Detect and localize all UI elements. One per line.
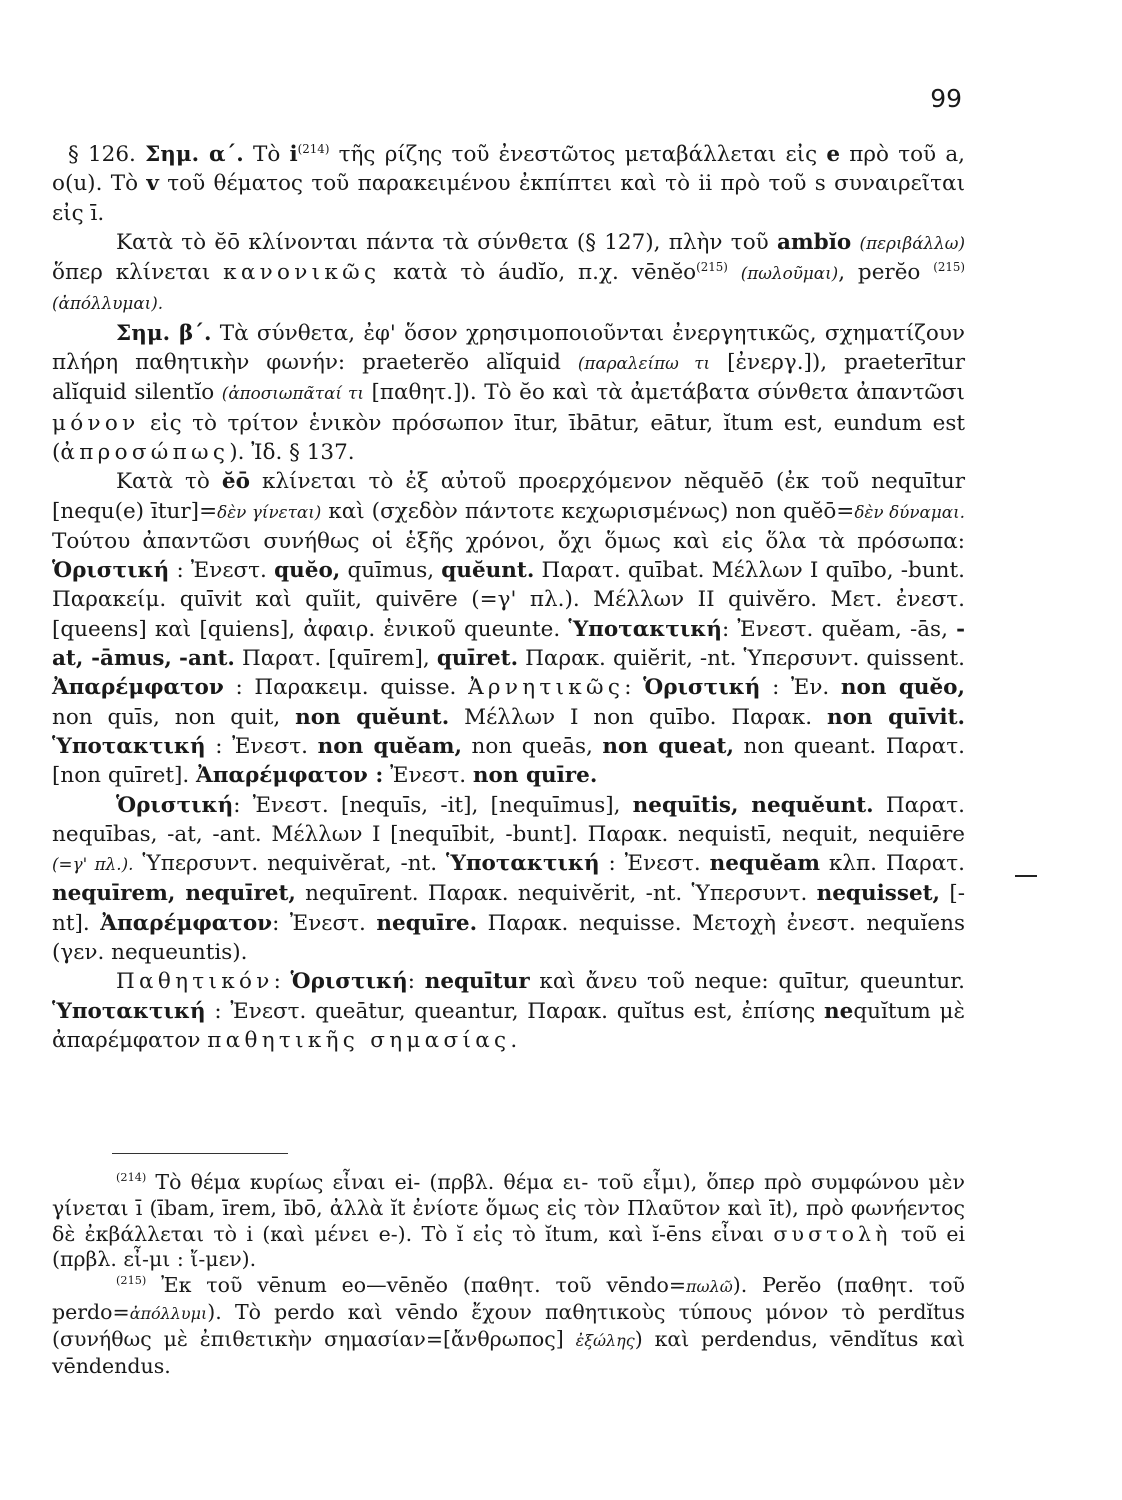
paragraph-1	[52, 140, 965, 228]
text-run: (πωλοῦμαι)	[740, 263, 839, 284]
text-run: Ὑποτακτική	[52, 998, 206, 1024]
text-run: πρὸ τοῦ a, o(u). Τὸ	[52, 142, 965, 197]
text-run: v	[146, 171, 159, 197]
text-run: .	[510, 1027, 518, 1053]
text-run: (214)	[116, 1171, 147, 1185]
text-run: Τὸ θέμα κυρίως εἶναι ei- (πρβλ. θέμα ει- τοῦ εἶμι), ὅπερ πρὸ συμφώνου μὲν γίνεται ī (ībam, īrem, ībō, ἀλλὰ ĭt ἐνίοτε ὅμως εἰς τὸν Πλαῦτον καὶ īt), πρὸ φωνήεντος δὲ ἐκβάλλεται τὸ i (καὶ μένει e-). Τὸ ĭ εἰς τὸ ĭtum, καὶ ĭ-ēns εἶναι	[52, 1170, 965, 1246]
text-run: nequisset,	[816, 881, 941, 907]
text-run: -at, -āmus,	[52, 616, 965, 672]
text-run: Ἐκ τοῦ vēnum eo—vēnĕo (παθητ. τοῦ vēndo=	[146, 1273, 687, 1298]
text-run: non queat,	[602, 733, 734, 759]
text-run: εἰς τὸ τρίτον ἑνικὸν πρόσωπον ītur, ībātur, eātur, ĭtum est, eundum est (	[52, 410, 965, 465]
text-run: : Ἐνεστ. queātur, queantur, Παρακ. quĭtus est, ἐπίσης	[205, 998, 825, 1024]
text-run: Σημ. β΄.	[116, 320, 212, 346]
text-run: [ἐνεργ.]), praeterītur alĭquid silentĭo	[52, 350, 965, 406]
text-run: Τὸ	[243, 142, 290, 167]
text-run: τοῦ θέματος τοῦ παρακειμένου ἐκπίπτει καὶ τὸ ii πρὸ τοῦ s συναιρεῖται εἰς ī.	[52, 171, 966, 226]
text-run: § 126.	[68, 142, 146, 167]
text-run: e	[826, 142, 841, 167]
text-run: μόνον	[52, 410, 140, 436]
text-run: Τούτου ἀπαντῶσι συνήθως οἱ ἑξῆς χρόνοι, ὄχι ὅμως καὶ εἰς ὅλα τὰ πρόσωπα:	[52, 528, 965, 554]
footnotes	[52, 1170, 965, 1379]
text-run: non quīvit.	[826, 704, 965, 730]
text-run: Κατὰ τὸ ĕō κλίνονται πάντα τὰ σύνθετα (§ 127), πλὴν τοῦ	[116, 229, 777, 255]
text-run: nequītur	[424, 969, 530, 995]
text-run: non queās,	[461, 733, 603, 759]
text-run: (214)	[297, 141, 330, 156]
text-run: (περιβάλλω)	[859, 232, 965, 253]
text-run: -ant.	[179, 646, 235, 672]
text-run: Ὑποτακτική	[446, 851, 600, 877]
text-run: Ὁριστική	[116, 792, 234, 818]
body-text	[52, 140, 965, 1055]
text-run: Παρατ. [quīrem],	[234, 646, 437, 672]
text-run: Παρατ. nequības, -at, -ant. Μέλλων I [nequībit, -bunt]. Παρακ. nequistī, nequit, nequiēre	[52, 792, 965, 847]
text-run: non quīs, non quit,	[52, 704, 296, 730]
text-run: κατὰ τὸ áudĭo, π.χ. vēnĕo	[380, 260, 697, 286]
text-run: non quĕunt.	[295, 704, 450, 730]
text-run: Ἐνεστ.	[383, 763, 473, 789]
text-run: ĕō	[221, 469, 250, 495]
text-run: [παθητ.]). Τὸ ĕo καὶ τὰ ἀμετάβατα σύνθετα ἀπαντῶσι	[363, 380, 965, 406]
text-run: ). Ἰδ. § 137.	[229, 439, 355, 465]
text-run: (215)	[116, 1274, 147, 1288]
text-run: δὲν γίνεται)	[217, 501, 322, 522]
text-run: (215)	[933, 260, 965, 275]
text-run: Παρατ. quībat. Μέλλων I quībo, -bunt. Παρακείμ. quīvit καὶ quĭit, quivēre (=γ' πλ.). Μέλλων II quivĕro. Μετ. ἐνεστ. [queens] καὶ [quiens], ἀφαιρ. ἑνικοῦ queunte.	[52, 558, 965, 642]
text-run: τῆς ρίζης τοῦ ἐνεστῶτος μεταβάλλεται εἰς	[329, 142, 827, 167]
paragraph-4	[52, 467, 965, 790]
text-run: ). Τὸ perdo καὶ vēndo ἔχουν παθητικοὺς τύπους μόνον τὸ perdĭtus (συνήθως μὲ ἐπιθετικὴν σημασίαν=[ἄνθρωπος]	[52, 1299, 965, 1351]
text-run: συστολὴ	[773, 1221, 892, 1246]
text-run: ). Perĕo (παθητ. τοῦ perdo=	[52, 1273, 965, 1324]
text-run: [-nt].	[52, 881, 965, 936]
text-run: καὶ (σχεδὸν πάντοτε κεχωρισμένως) non quĕō=	[321, 498, 855, 524]
text-run: : Ἐν.	[760, 675, 841, 701]
text-run: : Ἐνεστ. quĕam, -ās,	[721, 616, 957, 642]
text-run: (παραλείπω τι	[577, 353, 711, 374]
text-run: (=γ' πλ.).	[52, 854, 134, 875]
text-run: (ἀποσιωπᾶταί τι	[221, 383, 364, 404]
text-run	[172, 646, 179, 671]
text-run: non quĕo,	[840, 675, 965, 701]
text-run: κανονικῶς	[223, 260, 381, 286]
text-run: :	[624, 675, 644, 701]
text-run: :	[273, 969, 291, 995]
text-run: Παρακ. nequisse. Μετοχὴ ἐνεστ. nequĭens (γεν. nequeuntis).	[52, 910, 965, 966]
text-run: ὅπερ κλίνεται	[52, 260, 224, 286]
text-run: nequĕam	[709, 851, 820, 877]
paragraph-5	[52, 791, 965, 968]
text-run: ) καὶ perdendus, vēndĭtus καὶ vēndendus.	[52, 1326, 965, 1378]
footnote-1	[52, 1170, 965, 1273]
text-run: i	[289, 142, 298, 167]
page-number: 99	[930, 84, 962, 113]
text-run: : Παρακειμ. quisse.	[223, 675, 469, 701]
text-run: Ὁριστική	[52, 558, 170, 584]
text-run: Παθητικόν	[116, 969, 274, 995]
text-run: Ὑποτακτική	[568, 616, 722, 642]
text-run: Σημ. α΄.	[145, 142, 244, 167]
text-run: Ἀπαρέμφατον	[100, 910, 273, 936]
footnote-2	[52, 1273, 965, 1379]
text-run: non quĕam,	[317, 733, 462, 759]
text-run: ambĭo	[777, 229, 852, 255]
text-run	[851, 230, 859, 255]
footnote-divider	[112, 1153, 288, 1154]
text-run: quīmus,	[340, 558, 442, 584]
text-run: Τὰ σύνθετα, ἐφ' ὅσον χρησιμοποιοῦνται ἐνεργητικῶς, σχηματίζουν πλήρη παθητικὴν φωνήν: praeterĕo alĭquid	[52, 320, 965, 376]
text-run: Ὑποτακτική	[52, 733, 206, 759]
text-run: ἐξώλης	[575, 1330, 635, 1350]
text-run: Παρακ. quiĕrit, -nt. Ὑπερσυντ. quissent.	[518, 646, 965, 672]
text-run: παθητικῆς σημασίας	[207, 1027, 511, 1053]
text-run: Ἀπαρέμφατον	[52, 675, 224, 701]
text-run: δὲν δύναμαι.	[854, 501, 965, 522]
text-run: : Ἐνεστ.	[272, 910, 377, 936]
text-run: καὶ ἄνευ τοῦ neque: quītur, queuntur.	[529, 969, 966, 995]
text-run: Κατὰ τὸ	[116, 469, 222, 495]
paragraph-2	[52, 228, 965, 319]
text-run: nequīrent. Παρακ. nequivĕrit, -nt. Ὑπερσυντ.	[295, 881, 817, 907]
text-run: quĕo,	[274, 558, 341, 584]
text-run: ἀπόλλυμι	[129, 1303, 208, 1323]
paragraph-6	[52, 967, 965, 1055]
text-run: : Ἐνεστ.	[205, 733, 318, 759]
text-run: : Ἐνεστ. [nequīs, -it], [nequīmus],	[233, 792, 633, 818]
text-run: non queant. Παρατ. [non quīret].	[52, 733, 965, 789]
text-run: Ὁριστική	[290, 969, 408, 995]
text-run: nequīre.	[376, 910, 478, 936]
text-run: Ἀρνητικῶς	[468, 675, 625, 701]
text-run: quīret.	[436, 646, 519, 672]
text-run: :	[407, 969, 425, 995]
text-run: : Ἐνεστ.	[169, 558, 275, 584]
text-run: Ὁριστική	[643, 675, 761, 701]
text-run: : Ἐνεστ.	[599, 851, 710, 877]
paragraph-3	[52, 319, 965, 467]
text-run: Μέλλων I non quībo. Παρακ.	[449, 704, 827, 730]
text-run: nequīrem, nequīret,	[52, 881, 296, 907]
text-run: ἀπροσώπως	[60, 439, 230, 465]
text-run: Ὑπερσυντ. nequivĕrat, -nt.	[133, 851, 446, 877]
text-run: quĕunt.	[441, 558, 535, 584]
text-run: πωλῶ	[686, 1277, 733, 1297]
text-run: , perĕo	[838, 260, 934, 286]
text-run: non quīre.	[472, 763, 598, 789]
text-run: (ἀπόλλυμαι).	[52, 293, 164, 314]
text-run: τοῦ ei (πρβλ. εἶ-μι : ἴ-μεν).	[52, 1221, 966, 1272]
text-run: Ἀπαρέμφατον :	[196, 763, 384, 789]
text-run: ne	[824, 998, 854, 1024]
text-run: quĭtum μὲ ἀπαρέμφατον	[52, 998, 965, 1053]
text-run: (215)	[696, 260, 728, 275]
text-run	[728, 260, 741, 285]
text-run: nequītis, nequĕunt.	[632, 792, 874, 818]
text-run: κλίνεται τὸ ἐξ αὐτοῦ προερχόμενον nĕquĕō (ἐκ τοῦ nequītur [nequ(e) ītur]=	[52, 469, 965, 524]
text-run: κλπ. Παρατ.	[819, 851, 965, 877]
margin-mark	[1015, 875, 1037, 877]
